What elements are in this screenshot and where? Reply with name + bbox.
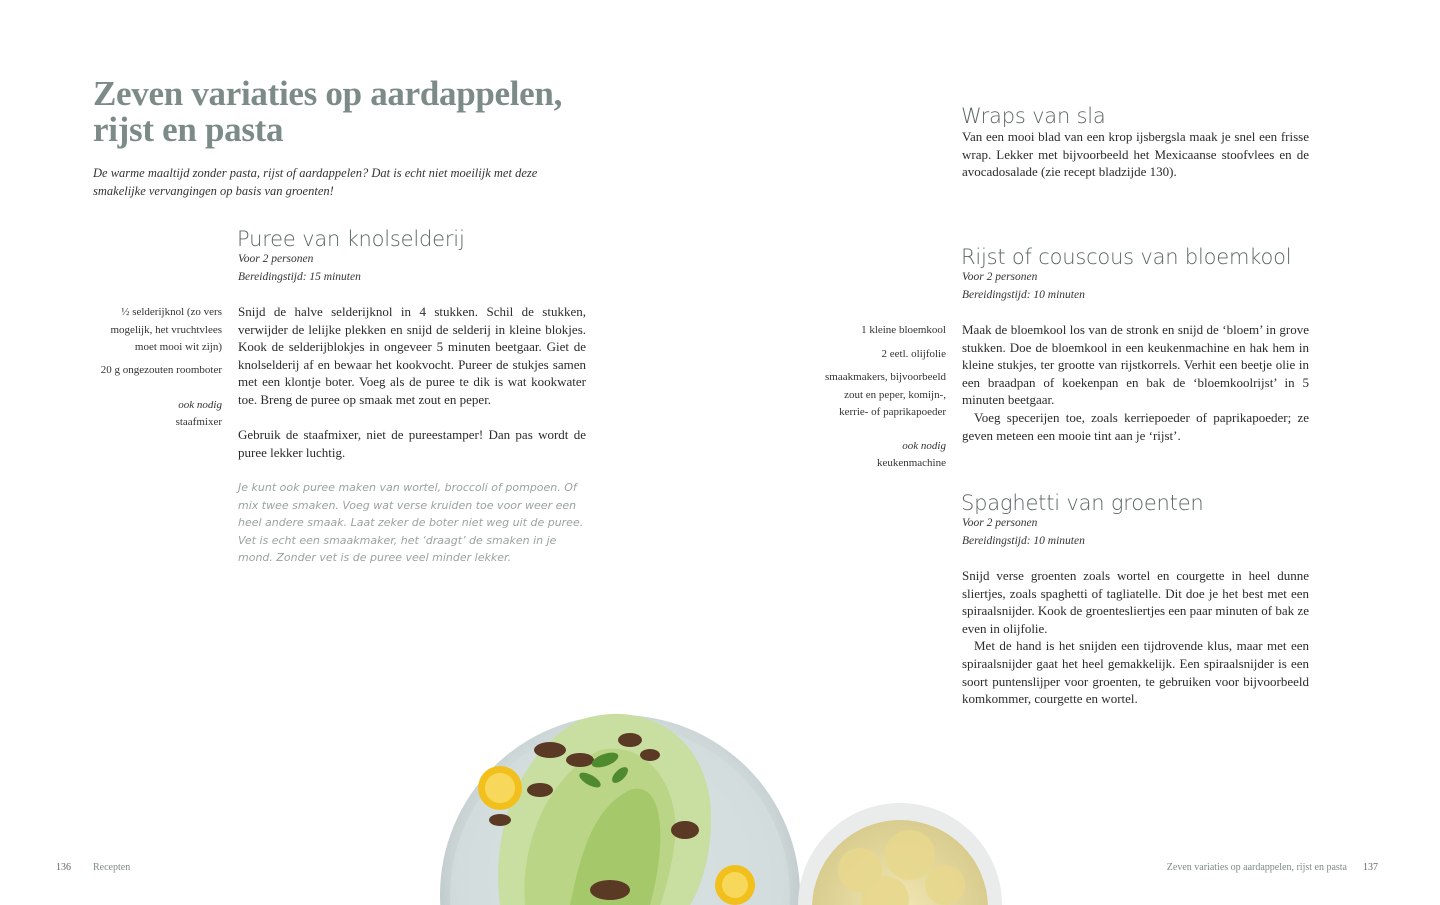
recipe-title-puree: Puree van knolselderij [237, 227, 465, 251]
recipe-time-spaghetti: Bereidingstijd: 10 minuten [962, 534, 1085, 547]
also-needed-item: keukenmachine [876, 457, 946, 469]
ingredient-item: 1 kleine bloemkool [861, 324, 946, 336]
also-needed-item: staafmixer [175, 416, 222, 428]
footer-label-left: Recepten [93, 862, 131, 873]
ingredient-item: 20 g ongezouten roomboter [100, 364, 222, 376]
recipe-title-rijst: Rijst of couscous van bloemkool [961, 245, 1292, 269]
page-title-line2: rijst en pasta [93, 110, 284, 149]
recipe-servings-spaghetti: Voor 2 personen [962, 517, 1038, 529]
food-photo [430, 680, 1030, 905]
recipe-body-rijst [962, 321, 1309, 444]
section-paragraph: Van een mooi blad van een krop ijsbergsla maak je snel een frisse wrap. Lekker met bijvoorbeeld het Mexicaanse stoofvlees en de avocadosalade (zie recept bladzijde 130). [962, 129, 1309, 180]
recipe-servings-puree: Voor 2 personen [238, 253, 314, 265]
recipe-paragraph: Snijd de halve selderijknol in 4 stukken. Schil de stukken, verwijder de lelijke plekken en snijd de selderij in kleine blokjes. Kook de selderijblokjes in ongeveer 5 minuten beetgaar. Giet de knolselderij af en bewaar het kookvocht. Pureer de stukjes samen met een klontje boter. Voeg als de puree te dik is wat kookwater toe. Breng de puree op smaak met zout en peper. [238, 304, 586, 407]
intro-text: De warme maaltijd zonder pasta, rijst of aardappelen? Dat is echt niet moeilijk met deze smakelijke vervangingen op basis van groenten! [93, 166, 538, 198]
recipe-paragraph: Gebruik de staafmixer, niet de pureestamper! Dan pas wordt de puree lekker luchtig. [238, 427, 586, 460]
recipe-time-rijst: Bereidingstijd: 10 minuten [962, 288, 1085, 301]
ingredient-item: ½ selderijknol (zo vers mogelijk, het vruchtvlees moet mooi wit zijn) [110, 306, 222, 353]
recipe-time-puree: Bereidingstijd: 15 minuten [238, 270, 361, 283]
food-photo-illustration [430, 680, 1030, 905]
page-number-left: 136 [56, 862, 71, 873]
section-title-wraps: Wraps van sla [961, 104, 1106, 128]
page-title-line1: Zeven variaties op aardappelen, [93, 74, 563, 113]
recipe-paragraph: Maak de bloemkool los van de stronk en snijd de ‘bloem’ in grove stukken. Doe de bloemkool in een keukenmachine en hak hem in kleine stukjes, ter grootte van rijstkorrels. Verhit een beetje olie in een braadpan of koekenpan en bak de ‘bloemkoolrijst’ in 5 minuten beetgaar. [962, 322, 1309, 408]
recipe-paragraph: Snijd verse groenten zoals wortel en courgette in heel dunne sliertjes, zoals spaghetti of tagliatelle. Dit doe je het best met een spiraalsnijder. Kook de groentesliertjes een paar minuten of bak ze even in olijfolie. [962, 568, 1309, 636]
ingredient-item: 2 eetl. olijfolie [881, 347, 946, 360]
footer-label-right: Zeven variaties op aardappelen, rijst en pasta [1166, 862, 1347, 873]
tip-text: Je kunt ook puree maken van wortel, broccoli of pompoen. Of mix twee smaken. Voeg wat verse kruiden toe voor weer een heel andere smaak. Laat zeker de boter niet weg uit de puree. Vet is echt een smaakmaker, het ‘draagt’ de smaken in je mond. Zonder vet is de puree veel minder lekker. [238, 481, 584, 565]
recipe-body-spaghetti [962, 567, 1309, 708]
also-needed-label: ook nodig [178, 398, 222, 411]
recipe-title-spaghetti: Spaghetti van groenten [961, 491, 1204, 515]
recipe-servings-rijst: Voor 2 personen [962, 271, 1038, 283]
ingredients-puree [96, 304, 222, 432]
recipe-paragraph: Voeg specerijen toe, zoals kerriepoeder of paprikapoeder; ze geven meteen een mooie tint aan je ‘rijst’. [962, 409, 1309, 443]
recipe-paragraph: Met de hand is het snijden een tijdrovende klus, maar met een spiraalsnijder gaat het heel gemakkelijk. Een spiraalsnijder is een soort puntenslijper voor groenten, te gebruiken voor bijvoorbeeld komkommer, courgette en wortel. [962, 638, 1309, 707]
ingredient-item: smaakmakers, bijvoorbeeld zout en peper, komijn-, kerrie- of paprikapoeder [825, 371, 946, 418]
recipe-body-puree [238, 303, 586, 461]
page-number-right: 137 [1363, 862, 1378, 873]
section-body-wraps [962, 128, 1309, 181]
ingredients-rijst [816, 322, 946, 473]
page-title [93, 76, 613, 148]
also-needed-label: ook nodig [902, 439, 946, 452]
